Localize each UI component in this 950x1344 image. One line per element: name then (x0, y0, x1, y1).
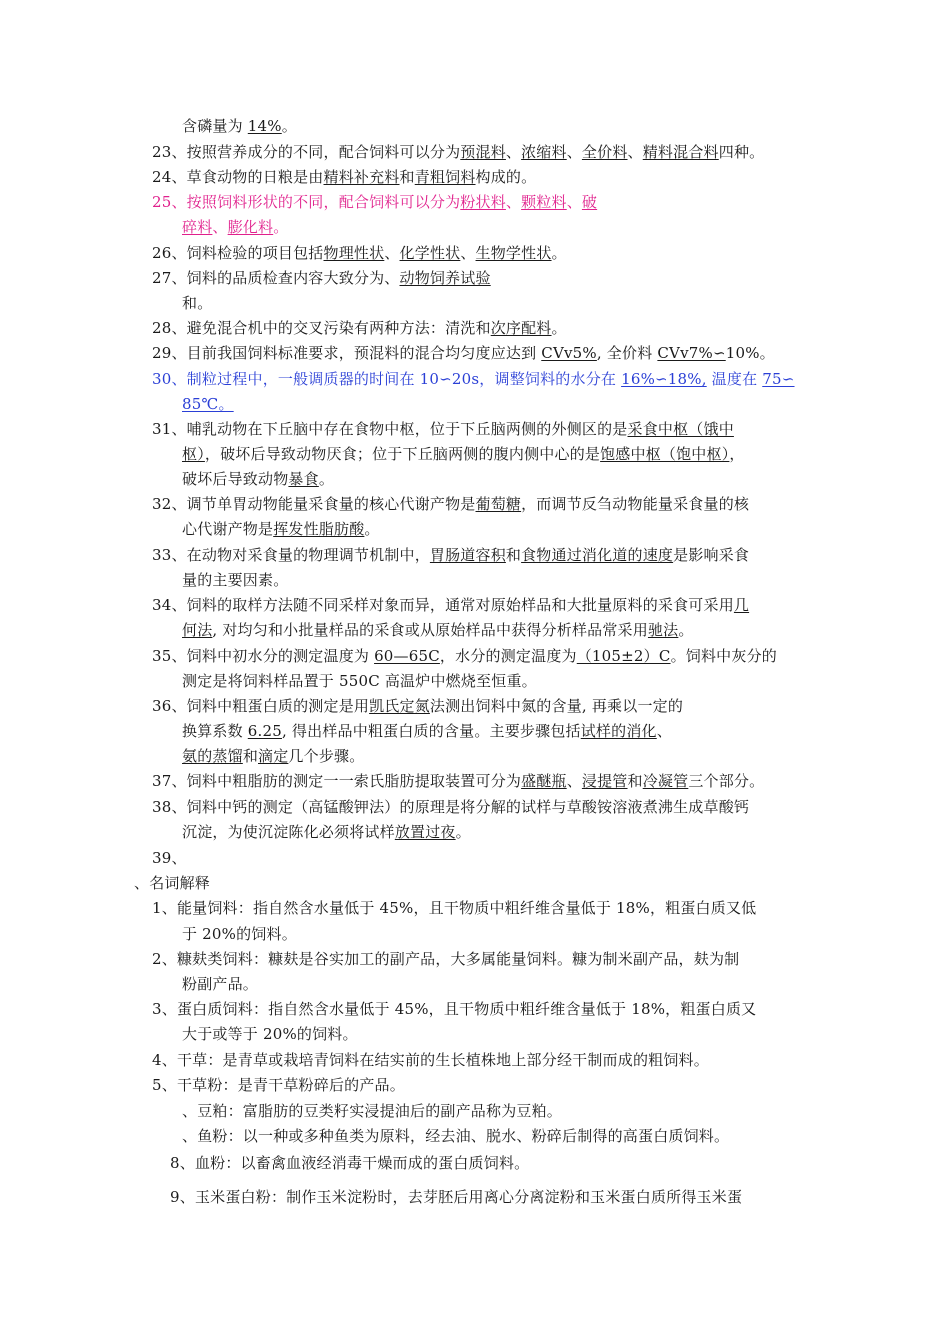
answer-blank: 化学性状 (399, 244, 461, 262)
text-segment: 测定是将饲料样品置于 550C 高温炉中燃烧至恒重。 (182, 672, 537, 690)
answer-blank: 碎料 (182, 218, 213, 236)
text-line (182, 620, 694, 640)
text-line (152, 797, 749, 817)
text-line (182, 394, 234, 414)
text-segment: 几个步骤。 (288, 747, 365, 765)
text-line (182, 746, 364, 766)
text-line (152, 369, 795, 389)
text-line (152, 898, 756, 918)
text-segment: 。 (551, 244, 567, 262)
text-line (182, 293, 212, 313)
answer-blank: 放置过夜 (394, 823, 456, 841)
answer-blank: 胃肠道容积 (429, 546, 506, 564)
answer-blank: 食物通过消化道的速度 (521, 546, 674, 564)
answer-blank: 预混料 (460, 143, 506, 161)
text-line (152, 142, 764, 162)
text-segment: 含磷量为 (182, 117, 248, 135)
answer-blank: 浓缩料 (521, 143, 567, 161)
text-segment: 三个部分。 (688, 772, 765, 790)
text-line (182, 1126, 729, 1146)
text-line (182, 974, 258, 994)
text-segment: 和 (399, 168, 415, 186)
text-segment: 2、糠麸类饲料：糠麸是谷实加工的副产品，大多属能量饲料。糠为制米副产品，麸为制 (152, 950, 740, 968)
text-segment: 粉副产品。 (182, 975, 259, 993)
text-segment: 、 (627, 143, 643, 161)
text-line (152, 949, 739, 969)
answer-blank: 挥发性脂肪酸 (273, 520, 365, 538)
answer-blank: 氨的蒸馏 (182, 747, 243, 765)
answer-blank: 14% (247, 117, 282, 135)
answer-blank: 何法 (182, 621, 213, 639)
text-segment: 4、干草：是青草或栽培青饲料在结实前的生长植株地上部分经干制而成的粗饲料。 (152, 1051, 709, 1069)
answer-blank: （105±2）C (576, 647, 671, 665)
text-segment: 于 20%的饲料。 (182, 925, 297, 943)
answer-blank: 精料补充料 (323, 168, 400, 186)
text-segment: , 对均匀和小批量样品的采食或从原始样品中获得分析样品常采用 (212, 621, 648, 639)
answer-blank: 凯氏定氮 (369, 697, 430, 715)
text-segment: , 全价料 (596, 344, 658, 362)
text-segment: 法测出饲料中氮的含量, 再乘以一定的 (429, 697, 684, 715)
text-segment: 和。 (182, 294, 213, 312)
text-segment: 26、饲料检验的项目包括 (152, 244, 324, 262)
answer-blank: 粉状料 (460, 193, 506, 211)
answer-blank: 枢） (182, 445, 205, 463)
text-segment: 9、玉米蛋白粉：制作玉米淀粉时，去芽胚后用离心分离淀粉和玉米蛋白质所得玉米蛋 (170, 1188, 743, 1206)
text-segment: , 得出样品中粗蛋白质的含量。主要步骤包括 (281, 722, 581, 740)
text-line (152, 243, 567, 263)
text-line (152, 848, 187, 868)
text-line (152, 1050, 709, 1070)
text-segment: 、 (460, 244, 476, 262)
answer-blank: 试样的消化 (580, 722, 657, 740)
text-segment: 、 (384, 244, 400, 262)
answer-blank: 16%∽18%, (621, 370, 707, 388)
text-line (152, 1075, 405, 1095)
text-segment: 。 (455, 823, 471, 841)
text-segment: 38、饲料中钙的测定（高锰酸钾法）的原理是将分解的试样与草酸铵溶液煮沸生成草酸钙 (152, 798, 750, 816)
answer-blank: 85℃。 (182, 395, 234, 413)
text-line (152, 419, 734, 439)
text-segment: 30、制粒过程中，一般调质器的时间在 10∽20s，调整饲料的水分在 (152, 370, 622, 388)
text-segment: 37、饲料中粗脂肪的测定一一索氏脂肪提取装置可分为 (152, 772, 522, 790)
text-segment: 构成的。 (475, 168, 537, 186)
text-segment: 。 (281, 117, 297, 135)
text-line (152, 771, 764, 791)
text-segment: 心代谢产物是 (182, 520, 274, 538)
text-segment: 破坏后导致动物 (182, 470, 289, 488)
answer-blank: 暴食 (288, 470, 319, 488)
text-segment: 。 (273, 218, 289, 236)
text-line (152, 595, 749, 615)
text-segment: 换算系数 (182, 722, 248, 740)
text-segment: 。饲料中灰分的 (670, 647, 777, 665)
text-segment: 31、哺乳动物在下丘脑中存在食物中枢，位于下丘脑两侧的外侧区的是 (152, 420, 628, 438)
answer-blank: CVv5% (541, 344, 597, 362)
text-segment: 、鱼粉：以一种或多种鱼类为原料，经去油、脱水、粉碎后制得的高蛋白质饲料。 (182, 1127, 730, 1145)
text-segment: 。 (364, 520, 380, 538)
answer-blank: 青粗饲料 (414, 168, 476, 186)
text-line (170, 1153, 529, 1173)
text-segment: 27、饲料的品质检查内容大致分为、 (152, 269, 400, 287)
text-line (152, 318, 567, 338)
text-segment: 、 (566, 143, 582, 161)
text-segment: 、名词解释 (134, 874, 211, 892)
text-segment: 35、饲料中初水分的测定温度为 (152, 647, 375, 665)
text-segment: 、 (656, 722, 672, 740)
answer-blank: 驰法 (647, 621, 679, 639)
text-segment: 、 (505, 193, 522, 211)
text-segment: 、 (566, 772, 582, 790)
text-line (152, 167, 536, 187)
text-line (152, 696, 683, 716)
text-line (170, 1187, 742, 1207)
text-line (182, 822, 471, 842)
text-segment: 33、在动物对采食量的物理调节机制中， (152, 546, 430, 564)
answer-blank: 动物饲养试验 (399, 269, 491, 287)
text-line (182, 444, 745, 464)
answer-blank: 几 (733, 596, 750, 614)
answer-blank: 60—65C (374, 647, 440, 665)
text-segment: 是影响采食 (673, 546, 750, 564)
answer-blank: 盛醚瓶 (521, 772, 567, 790)
text-segment: 和 (627, 772, 643, 790)
text-line (134, 873, 210, 893)
answer-blank: 颗粒料 (521, 193, 567, 211)
answer-blank: 破 (581, 193, 598, 211)
answer-blank: 物理性状 (323, 244, 385, 262)
answer-blank: 全价料 (581, 143, 628, 161)
answer-blank: 6.25 (247, 722, 282, 740)
text-segment: 5、干草粉：是青干草粉碎后的产品。 (152, 1076, 405, 1094)
answer-blank: 75∽ (762, 370, 795, 388)
text-line (182, 116, 297, 136)
text-line (152, 192, 597, 212)
answer-blank: 次序配料 (490, 319, 552, 337)
text-segment: ，而调节反刍动物能量采食量的核 (521, 495, 750, 513)
text-line (182, 1101, 562, 1121)
answer-blank: 浸提管 (581, 772, 628, 790)
text-segment: 1、能量饲料：指自然含水量低于 45%，且干物质中粗纤维含量低于 18%，粗蛋白质又低 (152, 899, 757, 917)
text-segment: 28、避免混合机中的交叉污染有两种方法：清洗和 (152, 319, 491, 337)
text-segment: 四种。 (718, 143, 765, 161)
text-line (152, 545, 749, 565)
answer-blank: 冷凝管 (642, 772, 689, 790)
text-line (182, 1024, 358, 1044)
text-segment: 32、调节单胃动物能量采食量的核心代谢产物是 (152, 495, 476, 513)
text-segment: 大于或等于 20%的饲料。 (182, 1025, 358, 1043)
text-line (152, 343, 775, 363)
text-line (182, 671, 537, 691)
answer-blank: 采食中枢（饿中 (627, 420, 734, 438)
text-segment: 34、饲料的取样方法随不同采样对象而异，通常对原始样品和大批量原料的采食可采用 (152, 596, 734, 614)
text-line (182, 924, 297, 944)
text-segment: 23、按照营养成分的不同，配合饲料可以分为 (152, 143, 461, 161)
text-segment: ，水分的测定温度为 (439, 647, 577, 665)
text-line (152, 646, 777, 666)
text-segment: 、 (505, 143, 522, 161)
text-line (182, 721, 672, 741)
text-segment: 39、 (152, 849, 187, 867)
text-line (152, 999, 756, 1019)
text-segment: 。 (318, 470, 335, 488)
answer-blank: 葡萄糖 (475, 495, 522, 513)
answer-blank: 生物学性状 (475, 244, 552, 262)
text-segment: 和 (242, 747, 259, 765)
text-line (152, 268, 491, 288)
text-segment: 25、按照饲料形状的不同，配合饲料可以分为 (152, 193, 461, 211)
text-line (182, 570, 288, 590)
text-segment: 、豆粕：富脂肪的豆类籽实浸提油后的副产品称为豆粕。 (182, 1102, 563, 1120)
text-line (182, 469, 334, 489)
text-line (182, 519, 380, 539)
text-segment: 。 (551, 319, 567, 337)
text-segment: 10%。 (725, 344, 775, 362)
text-line (182, 217, 288, 237)
text-line (152, 494, 749, 514)
answer-blank: 饱感中枢（饱中枢） (600, 445, 730, 463)
text-segment: 、 (566, 193, 582, 211)
text-segment: 温度在 (706, 370, 763, 388)
text-segment: 、 (212, 218, 228, 236)
text-segment: 和 (505, 546, 522, 564)
text-segment: 沉淀，为使沉淀陈化必须将试样 (182, 823, 395, 841)
text-segment: 29、目前我国饲料标准要求，预混料的混合均匀度应达到 (152, 344, 542, 362)
text-segment: 24、草食动物的日粮是由 (152, 168, 324, 186)
text-segment: 8、血粉：以畜禽血液经消毒干燥而成的蛋白质饲料。 (170, 1154, 530, 1172)
text-segment: 36、饲料中粗蛋白质的测定是用 (152, 697, 370, 715)
text-segment: 3、蛋白质饲料：指自然含水量低于 45%，且干物质中粗纤维含量低于 18%，粗蛋白质又 (152, 1000, 757, 1018)
text-segment: ，破坏后导致动物厌食；位于下丘脑两侧的腹内侧中心的是 (204, 445, 601, 463)
text-segment: ， (729, 445, 745, 463)
answer-blank: CVv7%∽ (657, 344, 726, 362)
answer-blank: 精料混合料 (642, 143, 719, 161)
answer-blank: 滴定 (258, 747, 289, 765)
answer-blank: 膨化料 (227, 218, 274, 236)
text-segment: 量的主要因素。 (182, 571, 289, 589)
text-segment: 。 (678, 621, 694, 639)
